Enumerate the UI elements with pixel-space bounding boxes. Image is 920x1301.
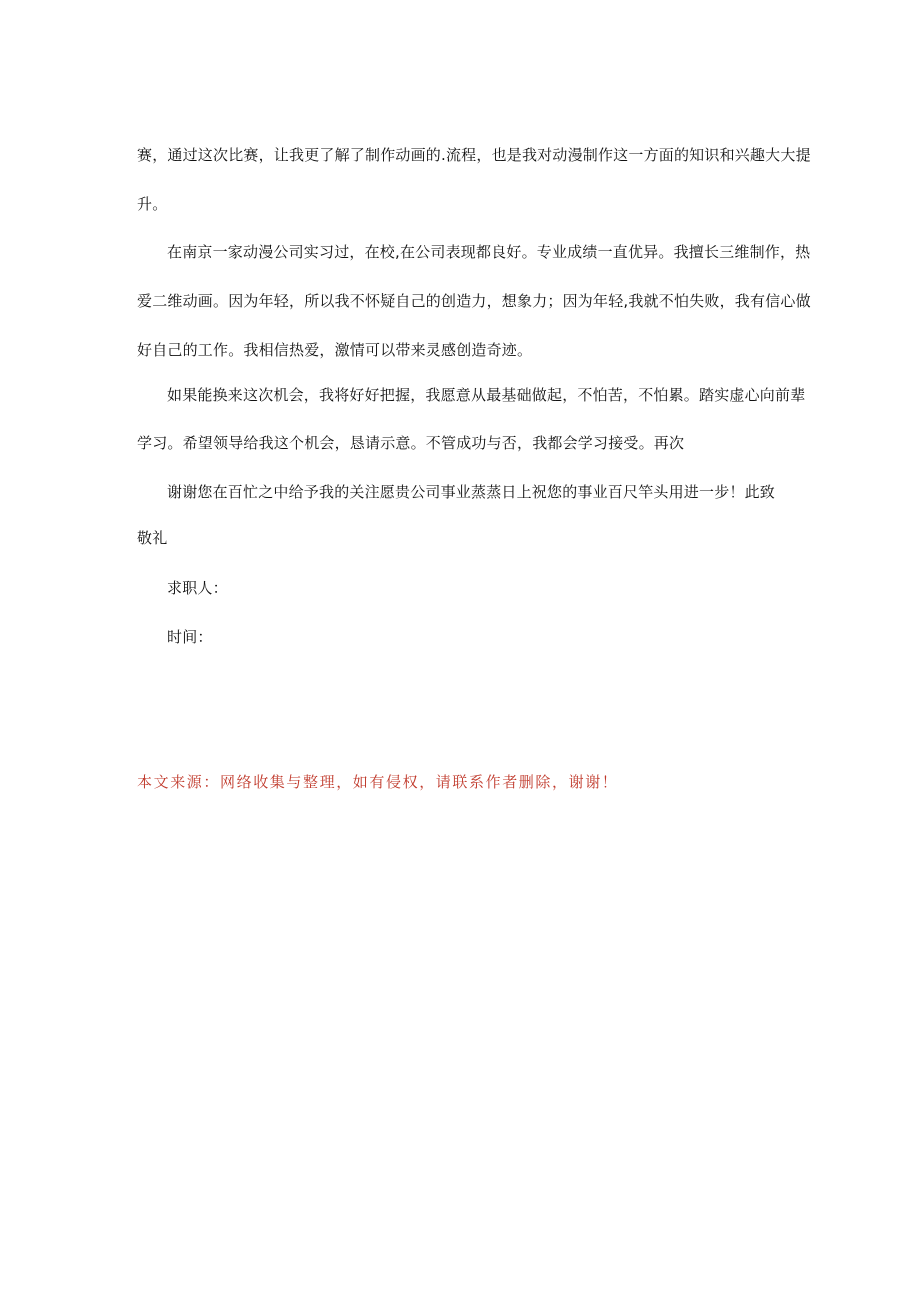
paragraph-line-3: 在南京一家动漫公司实习过，在校,在公司表现都良好。专业成绩一直优异。我擅长三维制作，热 (167, 243, 811, 261)
paragraph-line-1: 赛，通过这次比赛，让我更了解了制作动画的.流程，也是我对动漫制作这一方面的知识和兴趣大大提 (137, 146, 811, 164)
date-label: 时间： (167, 628, 213, 646)
source-note: 本文来源：网络收集与整理，如有侵权，请联系作者删除，谢谢！ (137, 773, 619, 791)
applicant-label: 求职人： (167, 579, 228, 597)
paragraph-line-5: 好自己的工作。我相信热爱，激情可以带来灵感创造奇迹。 (137, 341, 533, 359)
paragraph-line-8: 谢谢您在百忙之中给予我的关注愿贵公司事业蒸蒸日上祝您的事业百尺竿头用进一步！此致 (167, 483, 776, 501)
paragraph-line-2: 升。 (137, 195, 168, 213)
paragraph-line-4: 爱二维动画。因为年轻，所以我不怀疑自己的创造力，想象力；因为年轻,我就不怕失败，我有信心做 (137, 292, 811, 310)
closing-salutation: 敬礼 (137, 529, 168, 547)
paragraph-line-6: 如果能换来这次机会，我将好好把握，我愿意从最基础做起，不怕苦，不怕累。踏实虚心向前辈 (167, 386, 806, 404)
paragraph-line-7: 学习。希望领导给我这个机会，恳请示意。不管成功与否，我都会学习接受。再次 (137, 434, 685, 452)
